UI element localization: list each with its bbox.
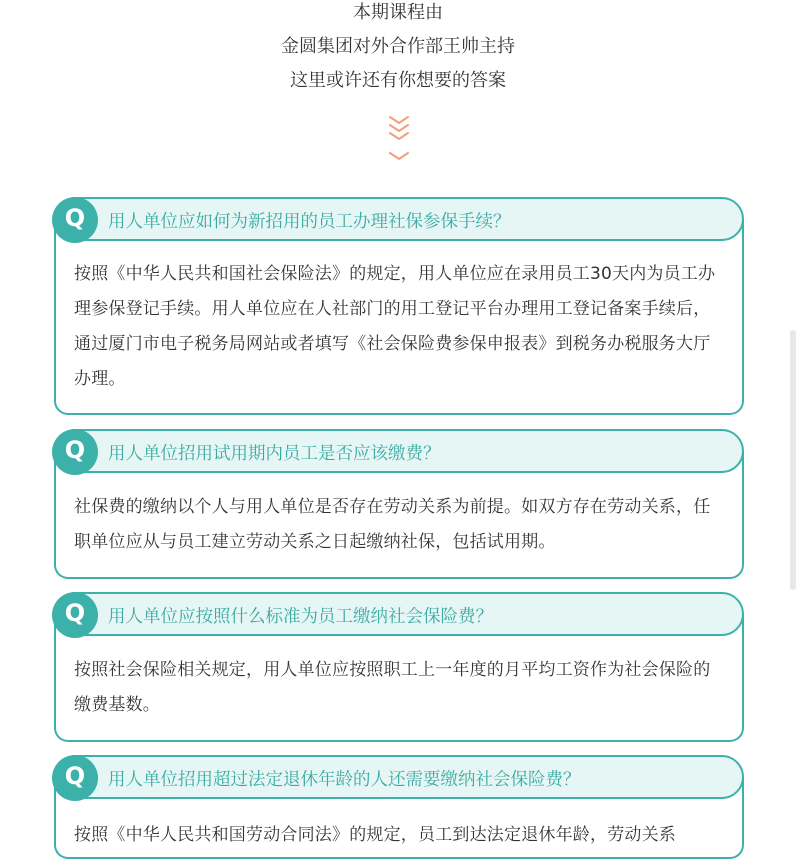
qa-item — [54, 197, 744, 415]
qa-item — [54, 429, 744, 579]
question-badge: Q — [52, 429, 98, 475]
question-text: 用人单位招用试用期内员工是否应该缴费？ — [108, 444, 441, 464]
question-badge: Q — [52, 755, 98, 801]
question-header — [54, 592, 744, 636]
intro-line-1: 本期课程由 — [353, 2, 443, 23]
page-scrollbar[interactable] — [790, 330, 796, 590]
qa-item — [54, 592, 744, 742]
intro-line-3: 这里或许还有你想要的答案 — [290, 70, 506, 91]
answer-text: 按照《中华人民共和国劳动合同法》的规定，员工到达法定退休年龄，劳动关系 — [74, 825, 676, 845]
question-badge: Q — [52, 592, 98, 638]
answer-text: 社保费的缴纳以个人与用人单位是否存在劳动关系为前提。如双方存在劳动关系，任职单位应从与员工建立劳动关系之日起缴纳社保，包括试用期。 — [74, 497, 711, 552]
intro-line-2: 金圆集团对外合作部王帅主持 — [281, 36, 515, 57]
question-header — [54, 197, 744, 241]
question-text: 用人单位应按照什么标准为员工缴纳社会保险费？ — [108, 607, 493, 627]
qa-item — [54, 755, 744, 849]
question-header — [54, 755, 744, 799]
answer-text: 按照《中华人民共和国社会保险法》的规定，用人单位应在录用员工30天内为员工办理参保登记手续。用人单位应在人社部门的用工登记平台办理用工登记备案手续后，通过厦门市电子税务局网站或者填写《社会保险费参保申报表》到税务办税服务大厅办理。 — [74, 264, 716, 389]
intro-section — [0, 0, 796, 98]
question-text: 用人单位应如何为新招用的员工办理社保参保手续？ — [108, 212, 511, 232]
answer-text: 按照社会保险相关规定，用人单位应按照职工上一年度的月平均工资作为社会保险的缴费基数。 — [74, 660, 711, 715]
triple-chevron-down-icon — [386, 114, 412, 166]
question-badge: Q — [52, 197, 98, 243]
question-text: 用人单位招用超过法定退休年龄的人还需要缴纳社会保险费？ — [108, 770, 581, 790]
question-header — [54, 429, 744, 473]
